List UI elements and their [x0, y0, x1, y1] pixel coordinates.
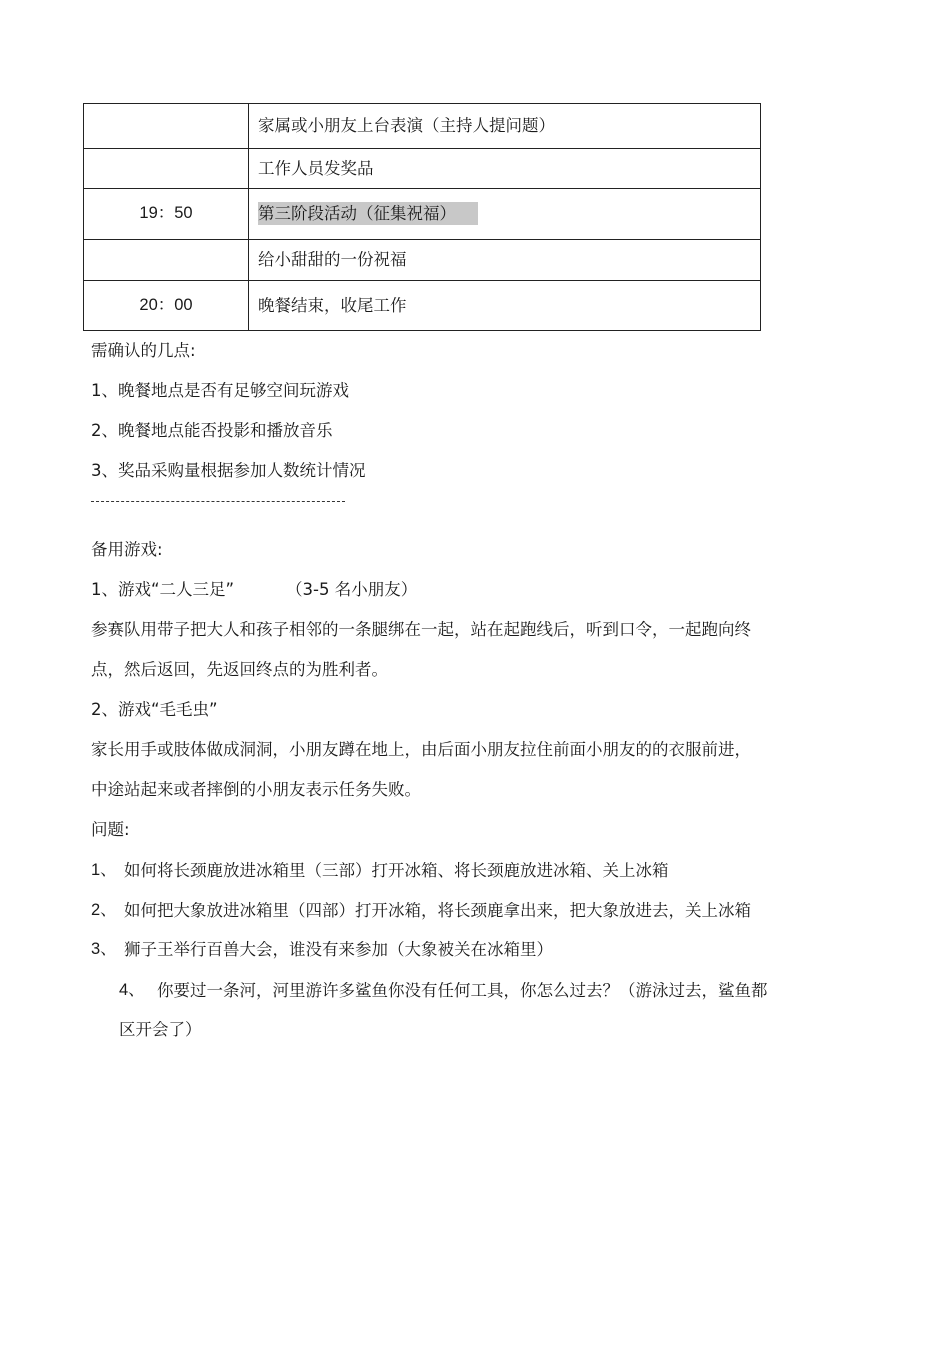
schedule-table	[83, 103, 761, 331]
schedule-time: 19：50	[84, 189, 249, 240]
question-2-number: 2、	[91, 901, 117, 919]
questions-title: 问题:	[91, 820, 130, 839]
highlighted-activity: 第三阶段活动（征集祝福）	[258, 202, 478, 225]
question-2: 如何把大象放进冰箱里（四部）打开冰箱，将长颈鹿拿出来，把大象放进去，关上冰箱	[124, 901, 751, 920]
schedule-row	[84, 104, 761, 149]
game2-desc-line2: 中途站起来或者摔倒的小朋友表示任务失败。	[91, 780, 421, 799]
game1-desc-line2: 点，然后返回，先返回终点的为胜利者。	[91, 660, 388, 679]
confirm-item: 3、奖品采购量根据参加人数统计情况	[91, 461, 366, 480]
schedule-row	[84, 189, 761, 240]
question-1-number: 1、	[91, 861, 117, 879]
schedule-activity: 给小甜甜的一份祝福	[249, 240, 761, 281]
schedule-activity: 家属或小朋友上台表演（主持人提问题）	[249, 104, 761, 149]
question-3-number: 3、	[91, 940, 117, 958]
schedule-row	[84, 149, 761, 189]
question-4-line1: 你要过一条河，河里游许多鲨鱼你没有任何工具，你怎么过去？（游泳过去，鲨鱼都	[157, 981, 768, 1000]
game1-desc-line1: 参赛队用带子把大人和孩子相邻的一条腿绑在一起，站在起跑线后，听到口令，一起跑向终	[91, 620, 751, 639]
confirm-item: 2、晚餐地点能否投影和播放音乐	[91, 421, 333, 440]
dashed-separator	[91, 501, 345, 502]
confirm-item: 1、晚餐地点是否有足够空间玩游戏	[91, 381, 349, 400]
schedule-row	[84, 281, 761, 331]
schedule-activity: 晚餐结束，收尾工作	[249, 281, 761, 331]
backup-title: 备用游戏:	[91, 540, 163, 559]
schedule-time	[84, 104, 249, 149]
question-1: 如何将长颈鹿放进冰箱里（三部）打开冰箱、将长颈鹿放进冰箱、关上冰箱	[124, 861, 669, 880]
question-4-line2: 区开会了）	[119, 1020, 202, 1039]
question-3: 狮子王举行百兽大会，谁没有来参加（大象被关在冰箱里）	[124, 940, 553, 959]
schedule-activity-cell	[249, 189, 761, 240]
game2-desc-line1: 家长用手或肢体做成洞洞，小朋友蹲在地上，由后面小朋友拉住前面小朋友的的衣服前进，	[91, 740, 751, 759]
schedule-row	[84, 240, 761, 281]
question-4-number: 4、	[119, 981, 145, 999]
game1-title: 1、游戏“二人三足”	[91, 580, 235, 599]
game2-title: 2、游戏“毛毛虫”	[91, 700, 218, 719]
schedule-activity: 工作人员发奖品	[249, 149, 761, 189]
game1-note: （3-5 名小朋友）	[286, 580, 418, 599]
confirm-title: 需确认的几点:	[91, 341, 196, 360]
schedule-time	[84, 240, 249, 281]
schedule-time	[84, 149, 249, 189]
schedule-time: 20：00	[84, 281, 249, 331]
